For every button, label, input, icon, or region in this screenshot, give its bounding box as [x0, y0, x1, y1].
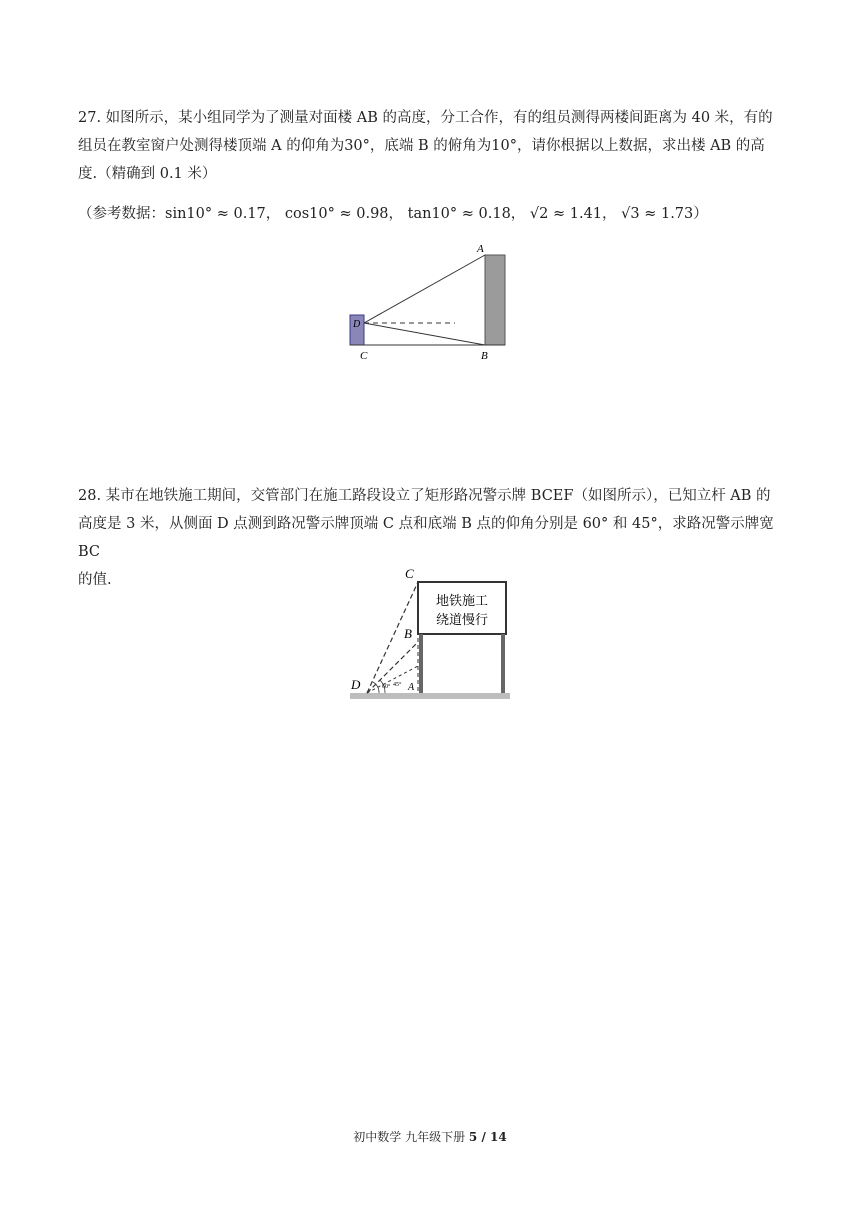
building-ab — [485, 255, 505, 345]
q27-line1: 27. 如图所示，某小组同学为了测量对面楼 AB 的高度，分工合作，有的组员测得两楼间距离为 40 米，有的 — [78, 110, 773, 126]
sight-line-da — [364, 255, 485, 323]
label-b: B — [481, 350, 488, 362]
label-b: B — [404, 626, 412, 641]
right-pole — [501, 634, 505, 693]
label-a: A — [408, 682, 415, 693]
page-number: 5 / 14 — [468, 1130, 507, 1144]
label-a: A — [477, 243, 484, 255]
label-c: C — [405, 566, 414, 581]
q28-line1: 28. 某市在地铁施工期间，交管部门在施工路段设立了矩形路况警示牌 BCEF（如图所示），已知立杆 AB 的 — [78, 488, 771, 504]
label-d: D — [353, 319, 361, 330]
angle-label-45: 45° — [393, 682, 402, 688]
q28-figure — [345, 562, 515, 704]
left-pole — [419, 634, 423, 693]
q27-figure — [340, 240, 520, 365]
sign-text-line1: 地铁施工 — [435, 593, 489, 608]
q27-reference-data: （参考数据：sin10° ≈ 0.17， cos10° ≈ 0.98， tan10° ≈ 0.18， √2 ≈ 1.41， √3 ≈ 1.73） — [78, 206, 708, 222]
q27-line2: 组员在教室窗户处测得楼顶端 A 的仰角为30°，底端 B 的俯角为10°，请你根据以上数据，求出楼 AB 的高 — [78, 138, 765, 154]
label-c: C — [360, 350, 368, 362]
question-27-text — [78, 104, 784, 188]
page-footer — [0, 1128, 860, 1145]
ground — [350, 693, 510, 699]
q28-line2: 高度是 3 米，从侧面 D 点测到路况警示牌顶端 C 点和底端 B 点的仰角分别是 60° 和 45°，求路况警示牌宽 BC — [78, 516, 774, 560]
angle-label-60: 60° — [382, 684, 391, 690]
footer-text: 初中数学 九年级下册 — [353, 1130, 466, 1144]
label-d: D — [351, 677, 361, 692]
q27-line3: 度.（精确到 0.1 米） — [78, 166, 217, 182]
sign-text-line2: 绕道慢行 — [435, 612, 489, 627]
q28-line3: 的值. — [78, 572, 112, 588]
sight-line-db — [364, 323, 485, 345]
